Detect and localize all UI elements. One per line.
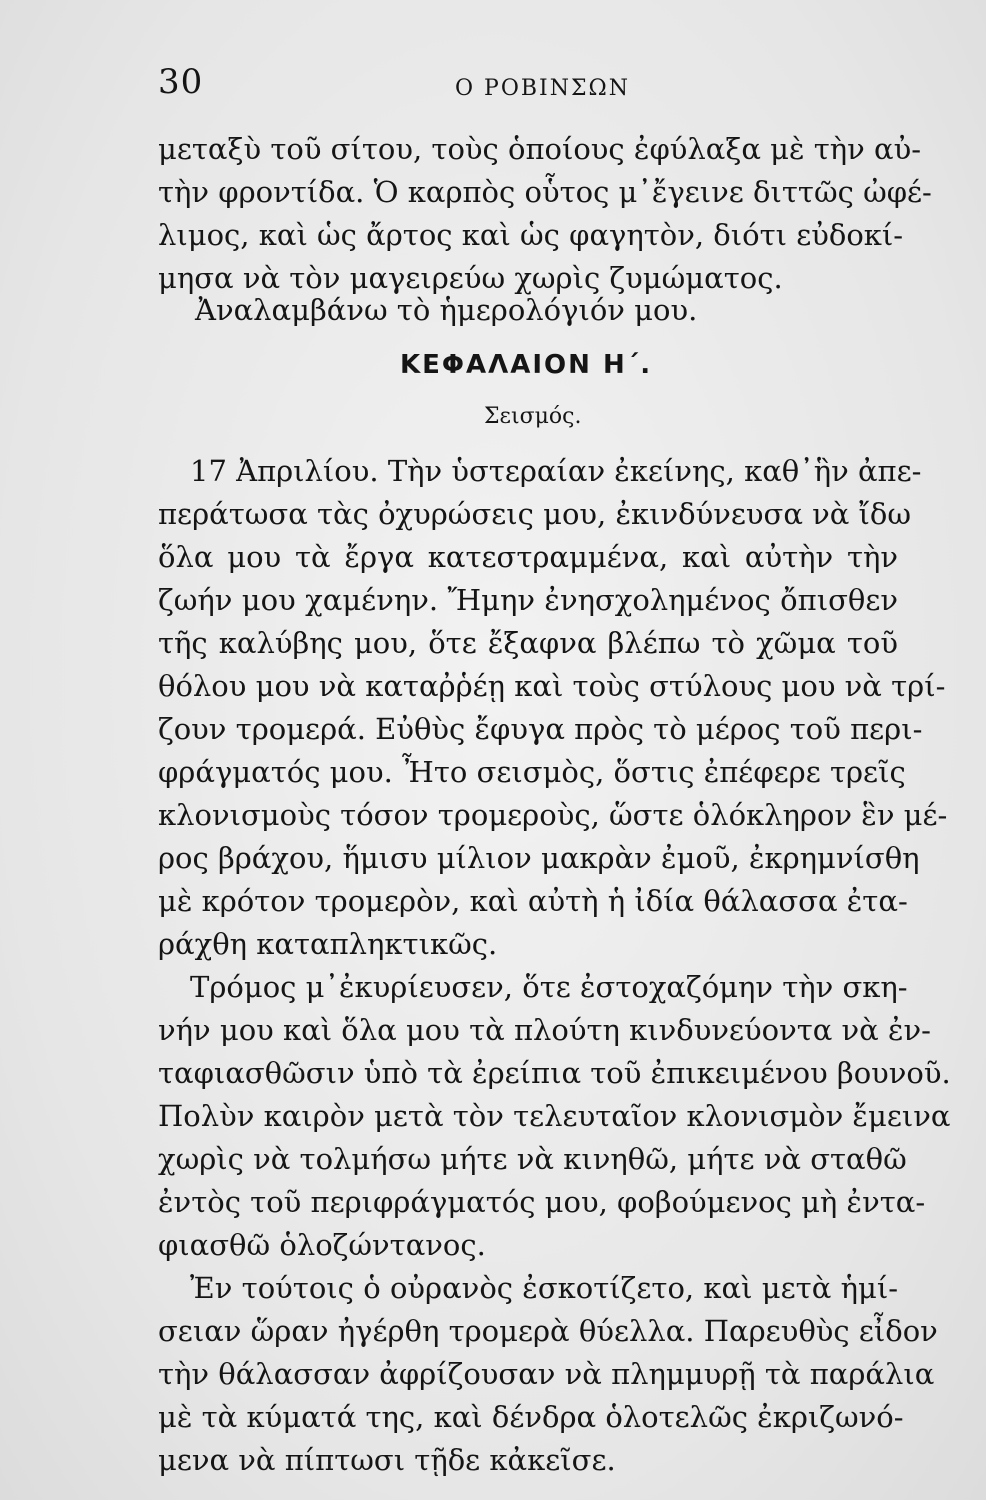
text-line: ρος βράχου, ἥμισυ μίλιον μακρὰν ἐμοῦ, ἐκρημνίσθη [158, 841, 920, 875]
text-line: τὴν φροντίδα. Ὁ καρπὸς οὗτος μ᾽ἔγεινε διττῶς ὠφέ- [158, 175, 932, 209]
text-line: φράγματός μου. Ἦτο σεισμὸς, ὅστις ἐπέφερε τρεῖς [158, 755, 906, 789]
text-line: μησα νὰ τὸν μαγειρεύω χωρὶς ζυμώματος. [158, 261, 783, 295]
text-line: Πολὺν καιρὸν μετὰ τὸν τελευταῖον κλονισμὸν ἔμεινα [158, 1099, 951, 1133]
text-line: ὅλα μου τὰ ἔργα κατεστραμμένα, καὶ αὐτὴν τὴν [158, 540, 898, 574]
text-line: χωρὶς νὰ τολμήσω μήτε νὰ κινηθῶ, μήτε νὰ σταθῶ [158, 1142, 907, 1176]
text-line: τὴν θάλασσαν ἀφρίζουσαν νὰ πλημμυρῇ τὰ παράλια [158, 1357, 935, 1391]
text-line: ράχθη καταπληκτικῶς. [158, 927, 498, 961]
text-line: μεταξὺ τοῦ σίτου, τοὺς ὁποίους ἐφύλαξα μὲ τὴν αὐ- [158, 132, 922, 166]
text-line: θόλου μου νὰ καταῤῥέῃ καὶ τοὺς στύλους μου νὰ τρί- [158, 669, 946, 703]
text-line: Ἀναλαμβάνω τὸ ἡμερολόγιόν μου. [195, 293, 698, 327]
text-line: φιασθῶ ὁλοζώντανος. [158, 1228, 486, 1262]
text-line: ζωήν μου χαμένην. Ἤμην ἐνησχολημένος ὄπισθεν [158, 583, 898, 617]
chapter-title: ΚΕΦΑΛΑΙΟΝ Η΄. [400, 350, 653, 380]
text-line: Ἐν τούτοις ὁ οὐρανὸς ἐσκοτίζετο, καὶ μετὰ ἡμί- [190, 1271, 898, 1305]
text-line: Τρόμος μ᾽ἐκυρίευσεν, ὅτε ἐστοχαζόμην τὴν σκη- [190, 970, 908, 1004]
text-line: ταφιασθῶσιν ὑπὸ τὰ ἐρείπια τοῦ ἐπικειμένου βουνοῦ. [158, 1056, 951, 1090]
text-line: μὲ τὰ κύματά της, καὶ δένδρα ὁλοτελῶς ἐκριζωνό- [158, 1400, 904, 1434]
text-line: μὲ κρότον τρομερὸν, καὶ αὐτὴ ἡ ἰδία θάλασσα ἐτα- [158, 884, 908, 918]
text-line: κλονισμοὺς τόσον τρομεροὺς, ὥστε ὁλόκληρον ἓν μέ- [158, 798, 948, 832]
text-line: μενα νὰ πίπτωσι τῇδε κἀκεῖσε. [158, 1443, 616, 1477]
page-number: 30 [158, 62, 204, 102]
text-line: τῆς καλύβης μου, ὅτε ἔξαφνα βλέπω τὸ χῶμα τοῦ [158, 626, 898, 660]
chapter-subtitle: Σεισμός. [484, 404, 582, 429]
text-line: σειαν ὥραν ἠγέρθη τρομερὰ θύελλα. Παρευθὺς εἶδον [158, 1314, 938, 1348]
text-line: νήν μου καὶ ὅλα μου τὰ πλούτη κινδυνεύοντα νὰ ἐν- [158, 1013, 931, 1047]
text-line: λιμος, καὶ ὡς ἄρτος καὶ ὡς φαγητὸν, διότι εὐδοκί- [158, 218, 904, 252]
text-line: ἐντὸς τοῦ περιφράγματός μου, φοβούμενος μὴ ἐντα- [158, 1185, 926, 1219]
text-line: ζουν τρομερά. Εὐθὺς ἔφυγα πρὸς τὸ μέρος τοῦ περι- [158, 712, 923, 746]
text-line: περάτωσα τὰς ὀχυρώσεις μου, ἐκινδύνευσα νὰ ἴδω [158, 497, 912, 531]
running-head-title: Ο ΡΟΒΙΝΣΩΝ [455, 76, 631, 101]
text-line: 17 Ἀπριλίου. Τὴν ὑστεραίαν ἐκείνης, καθ᾽ἣν ἀπε- [190, 454, 922, 488]
